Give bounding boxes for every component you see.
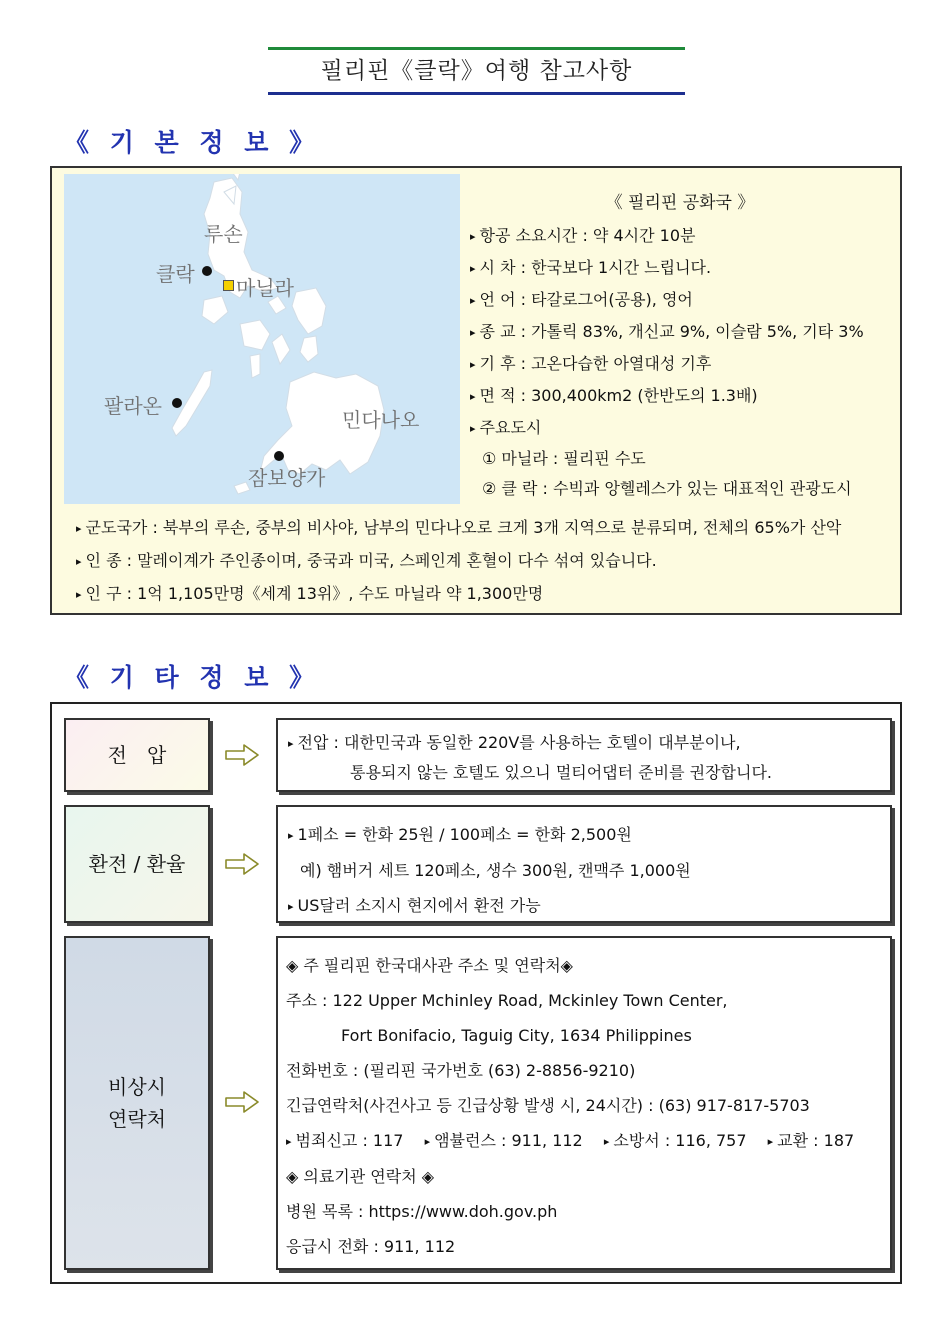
embassy-title: ◈ 주 필리핀 한국대사관 주소 및 연락처◈ bbox=[286, 956, 573, 975]
city-manila: ① 마닐라 : 필리핀 수도 bbox=[482, 449, 646, 468]
bullet-icon: ▸ bbox=[76, 555, 82, 568]
palawan-marker-icon bbox=[172, 398, 182, 408]
fact-archipelago: ▸ 군도국가 : 북부의 루손, 중부의 비사야, 남부의 민다나오로 크게 3개 지역으로 분류되며, 전체의 65%가 산악 bbox=[76, 518, 842, 537]
fact-area: ▸ 면 적 : 300,400km2 (한반도의 1.3배) bbox=[470, 386, 758, 405]
zamboanga-marker-icon bbox=[274, 451, 284, 461]
philippines-map bbox=[64, 174, 460, 504]
voltage-label: 전 압 bbox=[107, 743, 167, 767]
map-label-luzon: 루손 bbox=[204, 222, 243, 246]
exchange-rate-line: ▸ 1페소 = 한화 25원 / 100페소 = 한화 2,500원 bbox=[288, 825, 632, 844]
exchange-usd-line: ▸ US달러 소지시 현지에서 환전 가능 bbox=[288, 896, 541, 915]
voltage-label-box bbox=[64, 718, 210, 792]
right-arrow-icon bbox=[224, 743, 260, 767]
philippines-map-shapes bbox=[64, 174, 460, 504]
hotlines-row bbox=[286, 1123, 882, 1159]
bullet-icon: ▸ bbox=[470, 358, 476, 371]
bullet-icon: ▸ bbox=[470, 230, 476, 243]
right-arrow-icon bbox=[224, 852, 260, 876]
emergency-label-box bbox=[64, 936, 210, 1270]
medical-title: ◈ 의료기관 연락처 ◈ bbox=[286, 1167, 435, 1186]
exchange-label-box bbox=[64, 805, 210, 923]
emergency-phone: 응급시 전화 : 911, 112 bbox=[286, 1237, 456, 1256]
fact-religion: ▸ 종 교 : 가톨릭 83%, 개신교 9%, 이슬람 5%, 기타 3% bbox=[470, 322, 864, 341]
bullet-icon: ▸ bbox=[470, 262, 476, 275]
voltage-content bbox=[276, 718, 892, 792]
wide-facts-list bbox=[76, 511, 896, 610]
clark-marker-icon bbox=[202, 266, 212, 276]
hotline-ambulance: 앰뷸런스 : 911, 112 bbox=[434, 1131, 583, 1150]
embassy-phone: 전화번호 : (필리핀 국가번호 (63) 2-8856-9210) bbox=[286, 1061, 636, 1080]
voltage-line-1: ▸ 전압 : 대한민국과 동일한 220V를 사용하는 호텔이 대부분이나, bbox=[288, 733, 741, 752]
map-label-clark: 클락 bbox=[156, 262, 195, 286]
exchange-example-line: 예) 햄버거 세트 120페소, 생수 300원, 캔맥주 1,000원 bbox=[300, 861, 691, 880]
fact-climate: ▸ 기 후 : 고온다습한 아열대성 기후 bbox=[470, 354, 712, 373]
exchange-content bbox=[276, 805, 892, 923]
bullet-icon: ▸ bbox=[767, 1135, 774, 1148]
map-label-palawan: 팔라온 bbox=[104, 394, 162, 418]
bullet-icon: ▸ bbox=[286, 1135, 292, 1148]
country-facts-list bbox=[470, 220, 900, 504]
document-title-banner bbox=[268, 47, 685, 95]
fact-ethnicity: ▸ 인 종 : 말레이계가 주인종이며, 중국과 미국, 스페인계 혼혈이 다수 섞여 있습니다. bbox=[76, 551, 657, 570]
basic-info-heading: 《 기 본 정 보 》 bbox=[64, 128, 321, 157]
bullet-icon: ▸ bbox=[424, 1135, 431, 1148]
fact-major-cities: ▸ 주요도시 bbox=[470, 418, 542, 437]
other-info-box bbox=[50, 702, 902, 1284]
embassy-address-line-2: Fort Bonifacio, Taguig City, 1634 Philippines bbox=[341, 1026, 692, 1045]
bullet-icon: ▸ bbox=[470, 326, 476, 339]
emergency-label-line-2: 연락처 bbox=[108, 1107, 166, 1131]
fact-flight-time: ▸ 항공 소요시간 : 약 4시간 10분 bbox=[470, 226, 696, 245]
bullet-icon: ▸ bbox=[76, 588, 82, 601]
hotline-operator: 교환 : 187 bbox=[777, 1131, 855, 1150]
manila-marker-icon bbox=[223, 280, 234, 291]
map-label-manila: 마닐라 bbox=[236, 276, 294, 300]
embassy-address-line-1: 주소 : 122 Upper Mchinley Road, Mckinley Town Center, bbox=[286, 991, 728, 1010]
exchange-label: 환전 / 환율 bbox=[88, 852, 186, 876]
document-title: 필리핀《클락》여행 참고사항 bbox=[320, 58, 633, 84]
hotline-fire: 소방서 : 116, 757 bbox=[613, 1131, 747, 1150]
bullet-icon: ▸ bbox=[470, 390, 476, 403]
hospital-list-link[interactable]: 병원 목록 : https://www.doh.gov.ph bbox=[286, 1202, 558, 1221]
city-clark: ② 클 락 : 수빅과 앙헬레스가 있는 대표적인 관광도시 bbox=[482, 479, 852, 498]
bullet-icon: ▸ bbox=[470, 422, 476, 435]
bullet-icon: ▸ bbox=[288, 829, 294, 842]
urgent-contact: 긴급연락처(사건사고 등 긴급상황 발생 시, 24시간) : (63) 917-817-5703 bbox=[286, 1096, 810, 1115]
bullet-icon: ▸ bbox=[288, 900, 294, 913]
voltage-line-2: 통용되지 않는 호텔도 있으니 멀티어댑터 준비를 권장합니다. bbox=[350, 763, 773, 782]
bullet-icon: ▸ bbox=[603, 1135, 610, 1148]
emergency-label-line-1: 비상시 bbox=[108, 1075, 166, 1099]
fact-population: ▸ 인 구 : 1억 1,105만명《세계 13위》, 수도 마닐라 약 1,300만명 bbox=[76, 584, 544, 603]
right-arrow-icon bbox=[224, 1090, 260, 1114]
fact-language: ▸ 언 어 : 타갈로그어(공용), 영어 bbox=[470, 290, 693, 309]
map-label-mindanao: 민다나오 bbox=[342, 408, 420, 432]
fact-time-difference: ▸ 시 차 : 한국보다 1시간 느립니다. bbox=[470, 258, 712, 277]
basic-info-box bbox=[50, 166, 902, 615]
bullet-icon: ▸ bbox=[470, 294, 476, 307]
country-title: 《 필리핀 공화국 》 bbox=[605, 193, 755, 213]
hotline-crime: 범죄신고 : 117 bbox=[295, 1131, 404, 1150]
other-info-heading: 《 기 타 정 보 》 bbox=[64, 663, 321, 692]
bullet-icon: ▸ bbox=[76, 522, 82, 535]
bullet-icon: ▸ bbox=[288, 737, 294, 750]
map-label-zamboanga: 잠보양가 bbox=[248, 466, 326, 490]
emergency-content bbox=[276, 936, 892, 1270]
